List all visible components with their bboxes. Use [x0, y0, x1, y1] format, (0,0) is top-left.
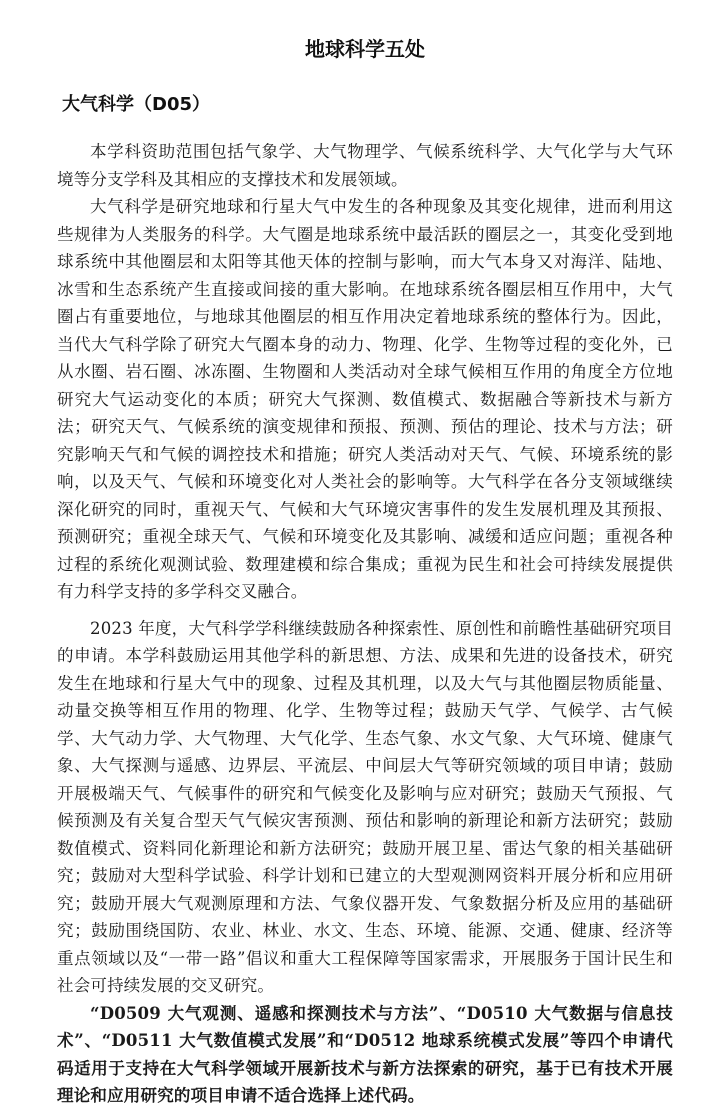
- paragraph-overview: 大气科学是研究地球和行星大气中发生的各种现象及其变化规律，进而利用这些规律为人类服务的科学。大气圈是地球系统中最活跃的圈层之一，其变化受到地球系统中其他圈层和太阳等其他天体的控制与影响，而大气本身又对海洋、陆地、冰雪和生态系统产生直接或间接的重大影响。在地球系统各圈层相互作用中，大气圈占有重要地位，与地球其他圈层的相互作用决定着地球系统的整体行为。因此，当代大气科学除了研究大气圈本身的动力、物理、化学、生物等过程的变化外，已从水圈、岩石圈、冰冻圈、生物圈和人类活动对全球气候相互作用的角度全方位地研究大气运动变化的本质；研究大气探测、数值模式、数据融合等新技术与新方法；研究天气、气候系统的演变规律和预报、预测、预估的理论、技术与方法；研究影响天气和气候的调控技术和措施；研究人类活动对天气、气候、环境系统的影响，以及天气、气候和环境变化对人类社会的影响等。大气科学在各分支领域继续深化研究的同时，重视天气、气候和大气环境灾害事件的发生发展机理及其预报、预测研究；重视全球天气、气候和环境变化及其影响、减缓和适应问题；重视各种过程的系统化观测试验、数理建模和综合集成；重视为民生和社会可持续发展提供有力科学支持的多学科交叉融合。: [57, 197, 673, 601]
- paragraph-application-codes: “D0509 大气观测、遥感和探测技术与方法”、“D0510 大气数据与信息技术”、“D0511 大气数值模式发展”和“D0512 地球系统模式发展”等四个申请代码适用于支持在大气科学领域开展新技术与新方法探索的研究，基于已有技术开展理论和应用研究的项目申请不适合选择上述代码。: [57, 1003, 673, 1105]
- document-page: [57, 34, 673, 1110]
- section-heading: 大气科学（D05）: [62, 94, 210, 115]
- paragraph-2023-priorities: 2023 年度，大气科学学科继续鼓励各种探索性、原创性和前瞻性基础研究项目的申请。本学科鼓励运用其他学科的新思想、方法、成果和先进的设备技术，研究发生在地球和行星大气中的现象、过程及其机理，以及大气与其他圈层物质能量、动量交换等相互作用的物理、化学、生物等过程；鼓励天气学、气候学、古气候学、大气动力学、大气物理、大气化学、生态气象、水文气象、大气环境、健康气象、大气探测与遥感、边界层、平流层、中间层大气等研究领域的项目申请；鼓励开展极端天气、气候事件的研究和气候变化及影响与应对研究；鼓励天气预报、气候预测及有关复合型天气气候灾害预测、预估和影响的新理论和新方法研究；鼓励数值模式、资料同化新理论和新方法研究；鼓励开展卫星、雷达气象的相关基础研究；鼓励对大型科学试验、科学计划和已建立的大型观测网资料开展分析和应用研究；鼓励开展大气观测原理和方法、气象仪器开发、气象数据分析及应用的基础研究；鼓励围绕国防、农业、林业、水文、生态、环境、能源、交通、健康、经济等重点领域以及“一带一路”倡议和重大工程保障等国家需求，开展服务于国计民生和社会可持续发展的交叉研究。: [57, 618, 673, 995]
- paragraph-scope: 本学科资助范围包括气象学、大气物理学、气候系统科学、大气化学与大气环境等分支学科及其相应的支撑技术和发展领域。: [57, 142, 673, 189]
- page-title: 地球科学五处: [305, 37, 425, 61]
